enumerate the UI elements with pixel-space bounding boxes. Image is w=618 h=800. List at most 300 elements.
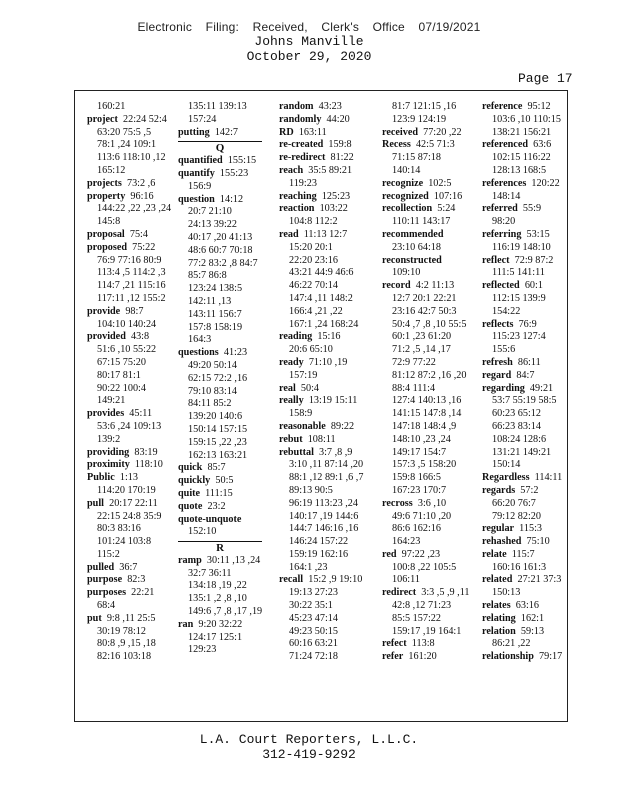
page-refs-continued: 115:23 127:4 [492, 331, 546, 343]
page-refs: 111:15 [200, 487, 233, 499]
page-refs-continued: 49:23 50:15 [289, 625, 338, 637]
index-entry [87, 613, 171, 626]
page-refs-continued: 88:1 ,12 89:1 ,6 ,7 [289, 472, 364, 484]
index-term: refect [382, 638, 407, 650]
page-refs-continued: 85:5 157:22 [392, 612, 441, 624]
index-entry [87, 574, 171, 587]
index-column-1 [87, 101, 171, 664]
page-refs-continued: 160:16 161:3 [492, 561, 547, 573]
page-refs-continued: 164:1 ,23 [289, 561, 328, 573]
page-refs-continued: 101:24 103:8 [97, 536, 152, 548]
index-entry [87, 178, 171, 191]
page-refs: 35:5 89:21 [303, 164, 353, 176]
index-term: rebuttal [279, 446, 314, 458]
page-refs: 161:20 [403, 651, 437, 663]
index-entry [482, 523, 562, 536]
page-refs: 83:19 [129, 446, 158, 458]
page-refs: 142:7 [209, 126, 239, 138]
page-refs-continued: 100:8 ,22 105:5 [392, 561, 457, 573]
page-refs: 3:7 ,8 ,9 [313, 446, 353, 458]
filing-word: Office [372, 20, 405, 34]
page-refs: 20:17 22:11 [104, 497, 158, 509]
page-refs-continued: 24:13 39:22 [188, 219, 237, 231]
page-refs-continued: 119:23 [289, 177, 317, 189]
page-refs: 45:11 [124, 408, 153, 420]
page-refs-continued: 43:21 44:9 46:6 [289, 267, 354, 279]
index-term: reconstructed [382, 254, 442, 266]
page-refs: 1:13 [114, 472, 138, 484]
index-entry [279, 203, 363, 216]
page-refs-continued: 149:21 [97, 395, 126, 407]
index-term: redirect [382, 587, 417, 599]
page-refs: 22:21 [126, 587, 155, 599]
page-refs: 43:23 [313, 101, 342, 112]
index-term: ramp [178, 554, 202, 566]
page-refs: 115:3 [514, 523, 542, 535]
page-refs: 60:1 [519, 280, 543, 292]
page-refs: 75:22 [127, 241, 156, 253]
index-term: projects [87, 177, 122, 189]
page-refs-continued: 152:10 [188, 526, 217, 538]
index-term: question [178, 193, 215, 205]
page-refs-continued: 88:4 111:4 [392, 382, 436, 394]
index-term: random [279, 101, 314, 112]
index-term: ready [279, 356, 304, 368]
index-entry [279, 152, 363, 165]
page-refs: 125:23 [316, 190, 351, 202]
index-entry [87, 114, 171, 127]
filing-header [0, 20, 618, 64]
index-term: red [382, 548, 397, 560]
page-refs-continued: 51:6 ,10 55:22 [97, 344, 157, 356]
page-refs: 115:7 [506, 548, 535, 560]
index-entry [382, 549, 470, 562]
index-entry [87, 229, 171, 242]
index-term: proximity [87, 459, 130, 471]
index-entry [178, 514, 262, 527]
page-refs-continued: 160:21 [97, 101, 126, 112]
index-term: randomly [279, 113, 322, 125]
index-term: provided [87, 331, 126, 343]
index-term: relates [482, 600, 511, 612]
index-term: really [279, 395, 304, 407]
page-refs: 36:7 [114, 561, 138, 573]
index-term: recollection [382, 203, 433, 215]
page-refs-continued: 135:1 ,2 ,8 ,10 [188, 593, 247, 605]
page-refs: 63:6 [528, 139, 552, 151]
page-refs: 97:22 ,23 [396, 548, 441, 560]
page-refs-continued: 63:20 75:5 ,5 [97, 126, 152, 138]
index-entry [382, 178, 470, 191]
index-term: proposed [87, 241, 128, 253]
page-refs-continued: 106:11 [392, 574, 420, 586]
index-entry [279, 127, 363, 140]
page-refs-continued: 15:20 20:1 [289, 241, 333, 253]
page-refs-continued: 114:20 170:19 [97, 484, 156, 496]
index-term: reach [279, 164, 304, 176]
index-term: regard [482, 369, 512, 381]
index-term: Regardless [482, 472, 530, 484]
section-letter: R [178, 541, 262, 555]
index-entry [382, 280, 470, 293]
page-refs-continued: 53:6 ,24 109:13 [97, 420, 162, 432]
page-refs-continued: 149:17 154:7 [392, 446, 447, 458]
index-entry [382, 127, 470, 140]
page-refs: 102:5 [423, 177, 452, 189]
page-refs-continued: 165:12 [97, 164, 126, 176]
page-refs: 118:10 [129, 459, 163, 471]
index-entry [87, 562, 171, 575]
index-entry [87, 498, 171, 511]
page-refs-continued: 103:6 ,10 110:15 [492, 113, 561, 125]
page-refs-continued: 140:17 ,19 144:6 [289, 510, 359, 522]
filing-word: 07/19/2021 [418, 20, 481, 34]
page-refs: 9:8 ,11 25:5 [101, 612, 156, 624]
index-entry [87, 331, 171, 344]
index-entry [482, 574, 562, 587]
case-name: Johns Manville [254, 34, 364, 49]
index-entry [178, 127, 262, 140]
index-entry [382, 203, 470, 216]
index-entry [87, 242, 171, 255]
page-refs-continued: 127:4 140:13 ,16 [392, 395, 462, 407]
index-term: record [382, 280, 411, 292]
index-term: reflected [482, 280, 520, 292]
page-refs: 5:24 [432, 203, 456, 215]
index-term: referred [482, 203, 518, 215]
page-refs-continued: 19:13 27:23 [289, 587, 338, 599]
page-refs-continued: 144:7 146:16 ,16 [289, 523, 359, 535]
index-entry [482, 178, 562, 191]
index-term: reaction [279, 203, 315, 215]
page-refs: 155:23 [214, 167, 249, 179]
index-term: rehashed [482, 536, 522, 548]
index-term: related [482, 574, 513, 586]
page-refs-continued: 60:16 63:21 [289, 638, 338, 650]
page-refs-continued: 62:15 72:2 ,16 [188, 372, 248, 384]
index-entry [482, 383, 562, 396]
page-refs-continued: 146:24 157:22 [289, 536, 349, 548]
page-refs-continued: 150:14 [492, 459, 521, 471]
page-refs-continued: 3:10 ,11 87:14 ,20 [289, 459, 364, 471]
page-refs-continued: 84:11 85:2 [188, 398, 232, 410]
index-term: relate [482, 548, 507, 560]
index-term: quite [178, 487, 201, 499]
index-entry [178, 462, 262, 475]
page-refs-continued: 53:7 55:19 58:5 [492, 395, 557, 407]
index-column-3 [279, 101, 363, 664]
page-refs-continued: 20:6 65:10 [289, 344, 333, 356]
page-refs-continued: 139:20 140:6 [188, 411, 243, 423]
page-refs-continued: 76:9 77:16 80:9 [97, 254, 162, 266]
index-entry [382, 651, 470, 664]
page-refs-continued: 131:21 149:21 [492, 446, 552, 458]
page-refs: 43:8 [125, 331, 150, 343]
page-refs-continued: 164:3 [188, 334, 212, 346]
index-entry [482, 626, 562, 639]
index-term: provides [87, 408, 125, 420]
page-refs-continued: 112:15 139:9 [492, 292, 546, 304]
page-refs-continued: 159:8 166:5 [392, 472, 441, 484]
page-refs-continued: 102:15 116:22 [492, 152, 551, 164]
page-refs-continued: 50:4 ,7 ,8 ,10 55:5 [392, 318, 467, 330]
index-term: referenced [482, 139, 529, 151]
index-term: questions [178, 347, 219, 359]
page-refs: 22:24 52:4 [117, 113, 167, 125]
index-term: reflects [482, 318, 514, 330]
page-refs-continued: 81:12 87:2 ,16 ,20 [392, 369, 467, 381]
page-refs: 108:11 [302, 433, 336, 445]
filing-word: Received, [252, 20, 308, 34]
index-entry [482, 472, 562, 485]
index-entry [482, 370, 562, 383]
page-refs: 85:7 [202, 462, 226, 474]
page-refs-continued: 68:4 [97, 600, 116, 612]
page-refs-continued: 156:9 [188, 180, 212, 192]
index-entry [279, 114, 363, 127]
page-refs: 95:12 [522, 101, 551, 112]
index-term: reaching [279, 190, 317, 202]
index-term: reasonable [279, 420, 326, 432]
page-refs-continued: 135:11 139:13 [188, 101, 247, 112]
page-refs-continued: 140:14 [392, 164, 421, 176]
index-entry [178, 501, 262, 514]
page-refs: 103:22 [314, 203, 348, 215]
page-refs-continued: 159:15 ,22 ,23 [188, 436, 247, 448]
page-refs-continued: 159:17 ,19 164:1 [392, 625, 462, 637]
index-entry [178, 619, 262, 632]
index-term: recross [382, 497, 413, 509]
page-refs-continued: 80:3 83:16 [97, 523, 141, 535]
page-refs-continued: 145:8 [97, 216, 121, 228]
index-term: references [482, 177, 527, 189]
index-entry [382, 191, 470, 204]
index-term: pull [87, 497, 104, 509]
page-refs: 15:2 ,9 19:10 [303, 574, 363, 586]
page-refs-continued: 113:4 ,5 114:2 ,3 [97, 267, 166, 279]
page-refs-continued: 42:8 ,12 71:23 [392, 600, 452, 612]
page-refs-continued: 158:9 [289, 408, 313, 420]
index-term: put [87, 612, 102, 624]
index-entry [279, 101, 363, 114]
page-refs-continued: 148:10 ,23 ,24 [392, 433, 451, 445]
index-entry [279, 383, 363, 396]
page-refs: 75:10 [521, 536, 550, 548]
index-term: quickly [178, 475, 211, 487]
index-entry [382, 229, 470, 242]
index-term: relationship [482, 651, 534, 663]
page-refs-continued: 128:13 168:5 [492, 164, 547, 176]
page-refs: 76:9 [513, 318, 537, 330]
page-refs: 155:15 [222, 155, 257, 167]
page-refs-continued: 167:1 ,24 168:24 [289, 318, 359, 330]
page-refs: 81:22 [325, 152, 354, 164]
page-refs: 55:9 [517, 203, 542, 215]
page-refs-continued: 164:23 [392, 536, 421, 548]
index-entry [279, 229, 363, 242]
page-refs: 14:12 [214, 193, 244, 205]
index-entry [382, 498, 470, 511]
page-refs-continued: 49:6 71:10 ,20 [392, 510, 452, 522]
index-term: relation [482, 625, 516, 637]
index-entry [279, 165, 363, 178]
page-refs-continued: 90:22 100:4 [97, 382, 146, 394]
index-term: regular [482, 523, 515, 535]
page-refs-continued: 167:23 170:7 [392, 484, 447, 496]
index-entry [482, 651, 562, 664]
index-entry [178, 155, 262, 168]
index-term: refer [382, 651, 404, 663]
index-column-4 [382, 101, 470, 664]
page-refs: 162:1 [515, 612, 545, 624]
page-refs: 3:6 ,10 [412, 497, 447, 509]
page-refs: 159:8 [323, 139, 352, 151]
page-refs-continued: 149:6 ,7 ,8 ,17 ,19 [188, 606, 263, 618]
page-refs: 96:16 [125, 190, 154, 202]
page-refs: 72:9 87:2 [509, 254, 554, 266]
page-refs: 13:19 15:11 [303, 395, 358, 407]
page-refs-continued: 40:17 ,20 41:13 [188, 231, 253, 243]
index-entry [178, 488, 262, 501]
index-term: Public [87, 472, 115, 484]
page-refs: 11:13 12:7 [298, 228, 348, 240]
index-column-2 [178, 101, 262, 657]
page-refs-continued: 71:2 ,5 ,14 ,17 [392, 344, 451, 356]
index-entry [482, 139, 562, 152]
page-refs: 53:15 [521, 228, 550, 240]
filing-word: Electronic [137, 20, 193, 34]
page-refs: 82:3 [122, 574, 146, 586]
page-refs-continued: 80:8 ,9 ,15 ,18 [97, 638, 156, 650]
index-term: recall [279, 574, 304, 586]
index-entry [279, 574, 363, 587]
index-entry [279, 331, 363, 344]
index-entry [482, 280, 562, 293]
page-refs-continued: 85:7 86:8 [188, 270, 227, 282]
page-refs-continued: 66:20 76:7 [492, 497, 536, 509]
page-refs-continued: 143:11 156:7 [188, 308, 242, 320]
page-refs: 49:21 [524, 382, 554, 394]
page-refs-continued: 60:23 65:12 [492, 408, 541, 420]
page-refs-continued: 23:10 64:18 [392, 241, 441, 253]
page-refs: 84:7 [511, 369, 535, 381]
page-number: Page 17 [518, 71, 573, 86]
index-term: Recess [382, 139, 411, 151]
page-refs-continued: 159:19 162:16 [289, 548, 349, 560]
index-term: pulled [87, 561, 115, 573]
page-refs-continued: 150:13 [492, 587, 521, 599]
index-term: received [382, 126, 419, 138]
index-term: recommended [382, 228, 444, 240]
index-entry [178, 168, 262, 181]
index-entry [279, 395, 363, 408]
index-term: recognized [382, 190, 429, 202]
index-entry [382, 139, 470, 152]
page-refs-continued: 148:14 [492, 190, 521, 202]
page-refs-continued: 134:18 ,19 ,22 [188, 580, 247, 592]
page-refs-continued: 166:4 ,21 ,22 [289, 305, 343, 317]
index-entry [482, 485, 562, 498]
page-refs-continued: 138:21 156:21 [492, 126, 552, 138]
page-refs-continued: 86:6 162:16 [392, 523, 441, 535]
index-term: reference [482, 101, 523, 112]
page-refs-continued: 48:6 60:7 70:18 [188, 244, 253, 256]
page-refs: 63:16 [510, 600, 539, 612]
filing-word: Filing: [205, 20, 240, 34]
page-refs: 114:11 [529, 472, 563, 484]
index-term: reflect [482, 254, 510, 266]
page-refs-continued: 147:18 148:4 ,9 [392, 420, 457, 432]
index-entry [482, 229, 562, 242]
index-entry [482, 536, 562, 549]
index-term: property [87, 190, 126, 202]
page-refs-continued: 45:23 47:14 [289, 612, 338, 624]
reporter-footer [0, 732, 618, 762]
index-column-5 [482, 101, 562, 664]
page-refs-continued: 96:19 113:23 ,24 [289, 497, 358, 509]
page-refs-continued: 80:17 81:1 [97, 369, 141, 381]
page-refs: 27:21 37:3 [512, 574, 562, 586]
page-refs-continued: 157:3 ,5 158:20 [392, 459, 457, 471]
index-entry [482, 319, 562, 332]
index-term: proposal [87, 228, 125, 240]
index-entry [87, 408, 171, 421]
page-refs-continued: 81:7 121:15 ,16 [392, 101, 457, 112]
index-entry [482, 255, 562, 268]
deposition-date: October 29, 2020 [246, 49, 372, 64]
index-term: regarding [482, 382, 525, 394]
page-refs-continued: 98:20 [492, 216, 516, 228]
page-refs-continued: 157:19 [289, 369, 318, 381]
page-refs: 15:16 [312, 331, 341, 343]
page-refs-continued: 141:15 147:8 ,14 [392, 408, 462, 420]
index-entry [87, 459, 171, 472]
page-refs-continued: 49:20 50:14 [188, 359, 237, 371]
reporter-phone: 312-419-9292 [262, 747, 356, 762]
index-term: purposes [87, 587, 127, 599]
index-entry [279, 357, 363, 370]
page-refs-continued: 46:22 70:14 [289, 280, 338, 292]
index-term: recognize [382, 177, 424, 189]
page-refs-continued: 67:15 75:20 [97, 356, 146, 368]
page-refs: 59:13 [515, 625, 545, 637]
page-refs-continued: 66:23 83:14 [492, 420, 541, 432]
index-term: re-created [279, 139, 324, 151]
index-term: putting [178, 126, 210, 138]
page-refs-continued: 30:22 35:1 [289, 600, 333, 612]
filing-word: Clerk's [321, 20, 360, 34]
page-refs-continued: 124:17 125:1 [188, 631, 243, 643]
page-refs: 50:4 [295, 382, 320, 394]
page-refs: 113:8 [406, 638, 435, 650]
page-refs-continued: 104:10 140:24 [97, 318, 157, 330]
index-term: quote-unquote [178, 513, 242, 525]
index-term: quick [178, 462, 203, 474]
page-refs: 98:7 [120, 305, 144, 317]
page-refs: 30:11 ,13 ,24 [201, 554, 261, 566]
page-refs-continued: 147:4 ,11 148:2 [289, 292, 353, 304]
index-entry [279, 191, 363, 204]
page-refs-continued: 150:14 157:15 [188, 423, 248, 435]
page-refs: 50:5 [210, 475, 234, 487]
page-refs-continued: 79:10 83:14 [188, 385, 237, 397]
page-refs-continued: 115:2 [97, 548, 120, 560]
index-entry [279, 434, 363, 447]
page-refs-continued: 157:24 [188, 113, 217, 125]
page-refs: 79:17 [533, 651, 563, 663]
page-refs-continued: 86:21 ,22 [492, 638, 531, 650]
index-entry [382, 255, 470, 268]
